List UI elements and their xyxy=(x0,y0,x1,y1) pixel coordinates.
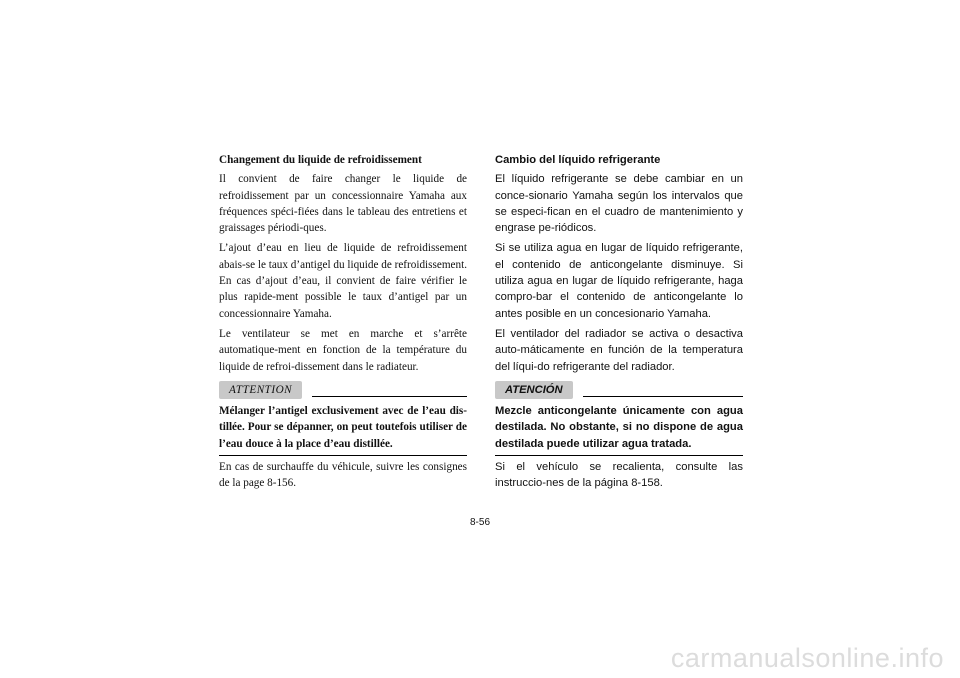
paragraph: Il convient de faire changer le liquide de refroidissement par un concessionnaire Yamaha aux fréquences spéci-fiées dans le tableau des entretiens et graissages périodi-ques. xyxy=(219,173,467,235)
watermark: carmanualsonline.info xyxy=(670,643,944,673)
notice-rule xyxy=(583,388,743,397)
paragraph: El ventilador del radiador se activa o desactiva auto-máticamente en función de la temperatura del líqui-do refrigerante del radiador. xyxy=(495,327,743,373)
notice-text: Mélanger l’antigel exclusivement avec de l’eau dis-tillée. Pour se dépanner, on peut toutefois utiliser de l’eau douce à la place d’eau distillée. xyxy=(219,403,467,456)
section-heading: Changement du liquide de refroidissement xyxy=(219,154,422,166)
paragraph: El líquido refrigerante se debe cambiar en un conce-sionario Yamaha según los intervalos que se especi-fican en el cuadro de mantenimiento y engrase pe-riódicos. xyxy=(495,173,743,235)
notice-header xyxy=(495,381,743,399)
section-heading: Cambio del líquido refrigerante xyxy=(495,154,661,166)
notice-rule xyxy=(312,388,467,397)
notice-badge: ATTENTION xyxy=(219,381,302,399)
notice-text: Mezcle anticongelante únicamente con agua destilada. No obstante, si no dispone de agua destilada puede utilizar agua tratada. xyxy=(495,403,743,456)
french-column xyxy=(219,152,467,496)
paragraph: En cas de surchauffe du véhicule, suivre les consignes de la page 8-156. xyxy=(219,461,467,490)
page-number: 8-56 xyxy=(469,517,490,528)
paragraph: Si el vehículo se recalienta, consulte las instruccio-nes de la página 8-158. xyxy=(495,461,743,490)
paragraph: L’ajout d’eau en lieu de liquide de refroidissement abais-se le taux d’antigel du liquide de refroidissement. En cas d’ajout d’eau, il convient de faire vérifier le plus rapide-ment possible le taux d’antigel par un concessionnaire Yamaha. xyxy=(219,242,467,320)
notice-header xyxy=(219,381,467,399)
paragraph: Le ventilateur se met en marche et s’arrête automatique-ment en fonction de la température du liquide de refroi-dissement dans le radiateur. xyxy=(219,327,467,373)
notice-badge: ATENCIÓN xyxy=(495,381,573,399)
paragraph: Si se utiliza agua en lugar de líquido refrigerante, el contenido de anticongelante disminuye. Si utiliza agua en lugar de líquido refrigerante, haga compro-bar el contenido de anticongelante lo antes posible en un concesionario Yamaha. xyxy=(495,242,743,320)
spanish-column xyxy=(495,152,743,496)
